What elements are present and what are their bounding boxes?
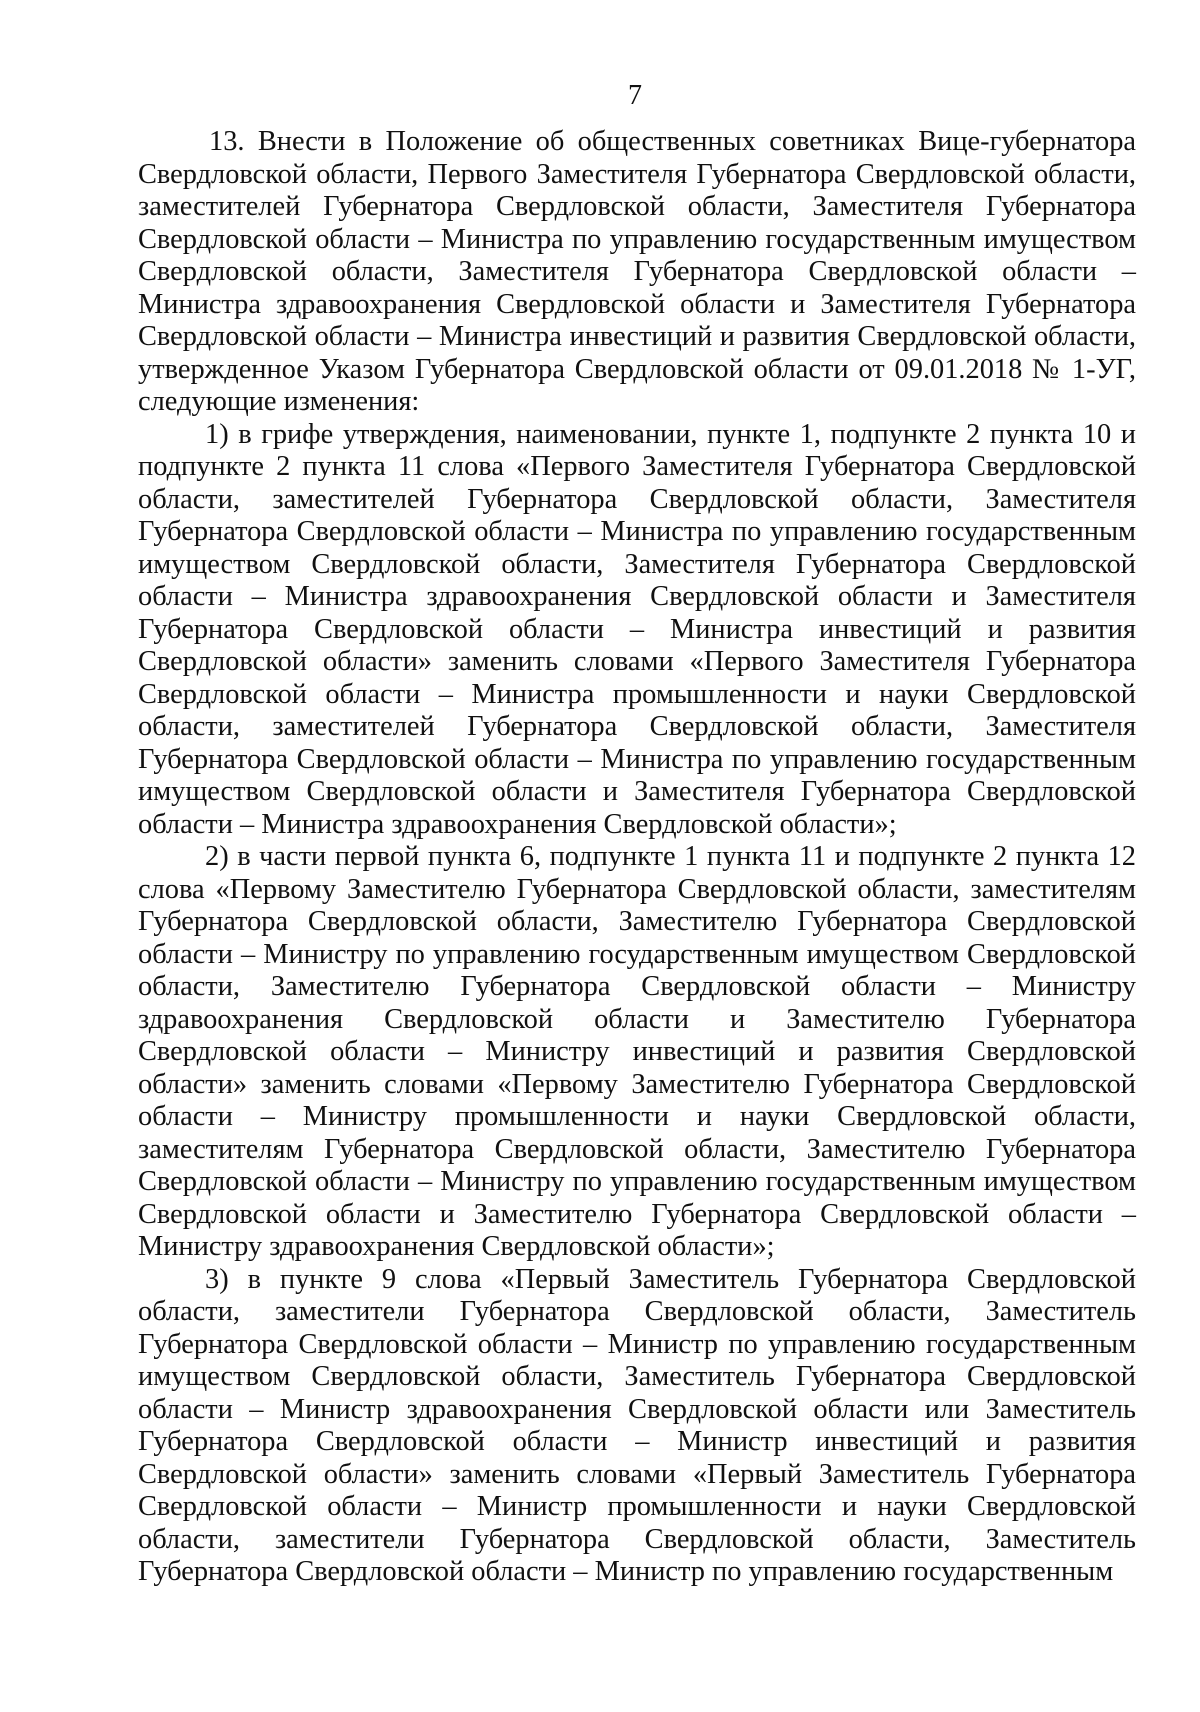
paragraph-subitem-2: 2) в части первой пункта 6, подпункте 1 пункта 11 и подпункте 2 пункта 12 слова «Первому Заместителю Губернатора Свердловской области, заместителям Губернатора Свердловской области, Заместителю Губернатора Свердловской области – Министру по управлению государственным имуществом Свердловской области, Заместителю Губернатора Свердловской области – Министру здравоохранения Свердловской области и Заместителю Губернатора Свердловской области – Министру инвестиций и развития Свердловской области» заменить словами «Первому Заместителю Губернатора Свердловской области – Министру промышленности и науки Свердловской области, заместителям Губернатора Свердловской области, Заместителю Губернатора Свердловской области – Министру по управлению государственным имуществом Свердловской области и Заместителю Губернатора Свердловской области – Министру здравоохранения Свердловской области»; bbox=[138, 841, 1136, 1262]
document-body bbox=[138, 126, 1136, 1589]
paragraph-subitem-3: 3) в пункте 9 слова «Первый Заместитель Губернатора Свердловской области, заместители Губернатора Свердловской области, Заместитель Губернатора Свердловской области – Министр по управлению государственным имуществом Свердловской области, Заместитель Губернатора Свердловской области – Министр здравоохранения Свердловской области или Заместитель Губернатора Свердловской области – Министр инвестиций и развития Свердловской области» заменить словами «Первый Заместитель Губернатора Свердловской области – Министр промышленности и науки Свердловской области, заместители Губернатора Свердловской области, Заместитель Губернатора Свердловской области – Министр по управлению государственным bbox=[138, 1263, 1136, 1587]
paragraph-item-13: 13. Внести в Положение об общественных советниках Вице-губернатора Свердловской области, Первого Заместителя Губернатора Свердловской области, заместителей Губернатора Свердловской области, Заместителя Губернатора Свердловской области – Министра по управлению государственным имуществом Свердловской области, Заместителя Губернатора Свердловской области – Министра здравоохранения Свердловской области и Заместителя Губернатора Свердловской области – Министра инвестиций и развития Свердловской области, утвержденное Указом Губернатора Свердловской области от 09.01.2018 № 1-УГ, следующие изменения: bbox=[138, 126, 1136, 417]
page-number: 7 bbox=[628, 80, 642, 111]
paragraph-subitem-1: 1) в грифе утверждения, наименовании, пункте 1, подпункте 2 пункта 10 и подпункте 2 пункта 11 слова «Первого Заместителя Губернатора Свердловской области, заместителей Губернатора Свердловской области, Заместителя Губернатора Свердловской области – Министра по управлению государственным имуществом Свердловской области, Заместителя Губернатора Свердловской области – Министра здравоохранения Свердловской области и Заместителя Губернатора Свердловской области – Министра инвестиций и развития Свердловской области» заменить словами «Первого Заместителя Губернатора Свердловской области – Министра промышленности и науки Свердловской области, заместителей Губернатора Свердловской области, Заместителя Губернатора Свердловской области – Министра по управлению государственным имуществом Свердловской области и Заместителя Губернатора Свердловской области – Министра здравоохранения Свердловской области»; bbox=[138, 418, 1136, 840]
